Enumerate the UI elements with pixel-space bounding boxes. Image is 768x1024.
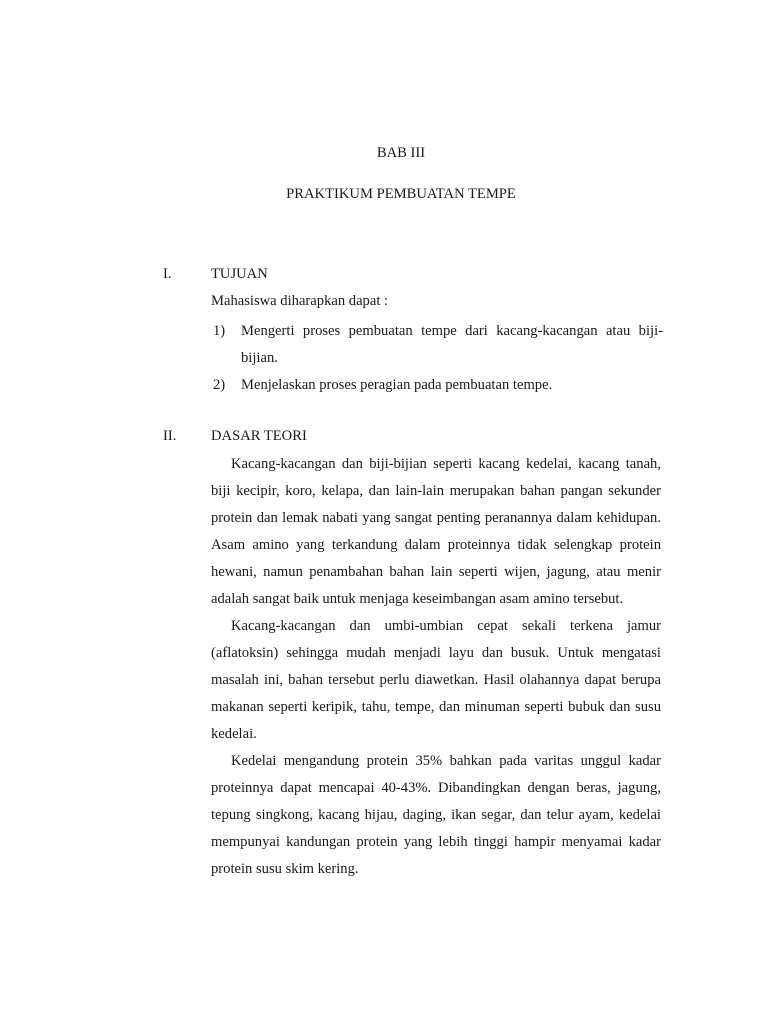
paragraph: Kacang-kacangan dan biji-bijian seperti kacang kedelai, kacang tanah, biji kecipir, koro, kelapa, dan lain-lain merupakan bahan pangan sekunder protein dan lemak nabati yang sangat penting peranannya dalam kehidupan. Asam amino yang terkandung dalam proteinnya tidak selengkap protein hewani, namun penambahan bahan lain seperti wijen, jagung, atau menir adalah sangat baik untuk menjaga keseimbangan asam amino tersebut. [211, 456, 661, 607]
list-item-text: Menjelaskan proses peragian pada pembuatan tempe. [241, 377, 553, 393]
section-heading-tujuan: TUJUAN [211, 266, 268, 282]
paragraph: Kacang-kacangan dan umbi-umbian cepat sekali terkena jamur (aflatoksin) sehingga mudah menjadi layu dan busuk. Untuk mengatasi masalah ini, bahan tersebut perlu diawetkan. Hasil olahannya dapat berupa makanan seperti keripik, tahu, tempe, dan minuman seperti bubuk dan susu kedelai. [211, 618, 661, 742]
section-number-2: II. [163, 428, 177, 444]
chapter-title: BAB III [376, 145, 426, 161]
list-item [213, 372, 663, 399]
list-item-text: Mengerti proses pembuatan tempe dari kacang-kacangan atau biji-bijian. [241, 323, 663, 366]
section-intro: Mahasiswa diharapkan dapat : [211, 293, 389, 309]
section-number-1: I. [163, 266, 172, 282]
theory-body [211, 451, 661, 883]
list-item-number: 1) [213, 323, 226, 339]
chapter-subtitle: PRAKTIKUM PEMBUATAN TEMPE [286, 186, 516, 202]
list-item-number: 2) [213, 377, 226, 393]
objectives-list [213, 318, 663, 399]
list-item [213, 318, 663, 372]
section-heading-dasar-teori: DASAR TEORI [211, 428, 307, 444]
paragraph: Kedelai mengandung protein 35% bahkan pada varitas unggul kadar proteinnya dapat mencapai 40-43%. Dibandingkan dengan beras, jagung, tepung singkong, kacang hijau, daging, ikan segar, dan telur ayam, kedelai mempunyai kandungan protein yang lebih tinggi hampir menyamai kadar protein susu skim kering. [211, 753, 661, 877]
